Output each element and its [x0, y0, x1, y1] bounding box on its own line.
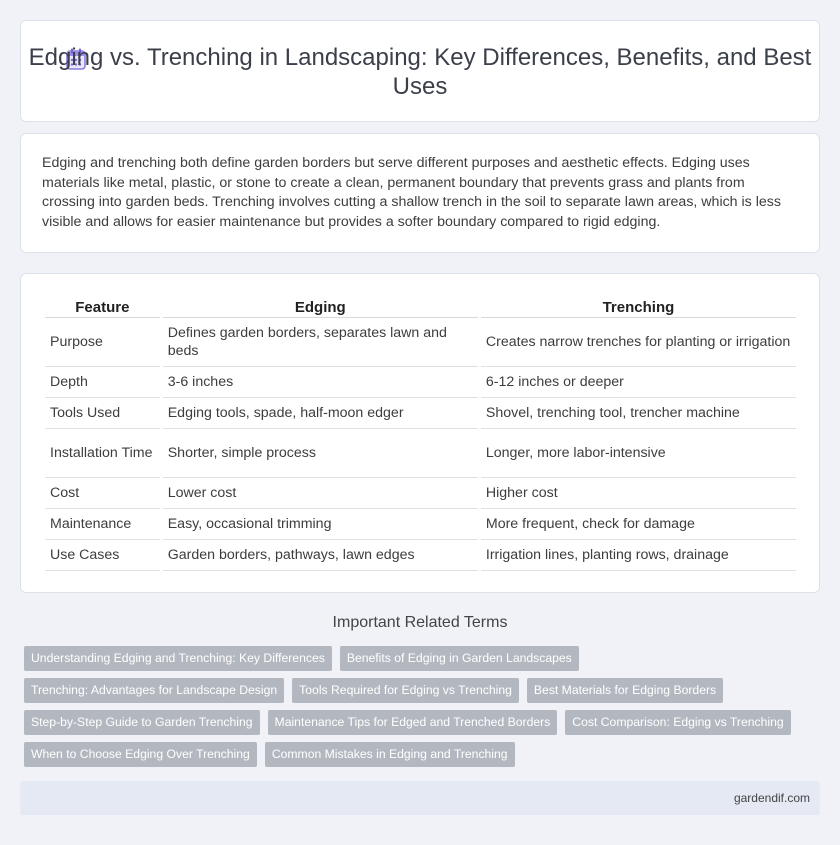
table-cell: Depth — [45, 367, 160, 398]
table-cell: Maintenance — [45, 509, 160, 540]
table-cell: Cost — [45, 478, 160, 509]
table-cell: Defines garden borders, separates lawn and beds — [163, 318, 478, 367]
title-card — [20, 20, 820, 122]
table-cell: Easy, occasional trimming — [163, 509, 478, 540]
related-term-tag[interactable]: Benefits of Edging in Garden Landscapes — [340, 646, 579, 671]
table-cell: Irrigation lines, planting rows, drainage — [481, 540, 796, 571]
table-cell: Tools Used — [45, 398, 160, 429]
related-terms-list — [24, 646, 804, 774]
table-row — [45, 398, 796, 429]
page-title: Edging vs. Trenching in Landscaping: Key Differences, Benefits, and Best Uses — [28, 44, 812, 100]
table-row — [45, 318, 796, 367]
related-term-tag[interactable]: When to Choose Edging Over Trenching — [24, 742, 257, 767]
table-cell: Higher cost — [481, 478, 796, 509]
table-header-row — [45, 296, 796, 318]
related-term-tag[interactable]: Best Materials for Edging Borders — [527, 678, 723, 703]
comparison-table — [42, 296, 799, 571]
table-cell: Edging tools, spade, half-moon edger — [163, 398, 478, 429]
comparison-table-card — [20, 273, 820, 593]
table-row — [45, 478, 796, 509]
table-cell: 3-6 inches — [163, 367, 478, 398]
header-edging: Edging — [163, 296, 478, 318]
related-term-tag[interactable]: Step-by-Step Guide to Garden Trenching — [24, 710, 260, 735]
related-terms-title: Important Related Terms — [332, 614, 508, 631]
table-cell: Shovel, trenching tool, trencher machine — [481, 398, 796, 429]
related-term-tag[interactable]: Maintenance Tips for Edged and Trenched Borders — [268, 710, 558, 735]
header-feature: Feature — [45, 296, 160, 318]
intro-paragraph: Edging and trenching both define garden borders but serve different purposes and aesthetic effects. Edging uses materials like metal, plastic, or stone to create a clean, permanent boundary that prevents grass and plants from crossing into garden beds. Trenching involves cutting a shallow trench in the soil to separate lawn areas, which is less visible and allows for easier maintenance but provides a softer boundary compared to rigid edging. — [42, 155, 781, 230]
table-cell: More frequent, check for damage — [481, 509, 796, 540]
footer-site-name[interactable]: gardendif.com — [733, 791, 810, 805]
related-term-tag[interactable]: Trenching: Advantages for Landscape Design — [24, 678, 284, 703]
table-row — [45, 540, 796, 571]
table-cell: 6-12 inches or deeper — [481, 367, 796, 398]
intro-card — [20, 133, 820, 253]
table-row — [45, 429, 796, 478]
table-cell: Garden borders, pathways, lawn edges — [163, 540, 478, 571]
table-cell: Lower cost — [163, 478, 478, 509]
related-term-tag[interactable]: Common Mistakes in Edging and Trenching — [265, 742, 515, 767]
footer — [20, 781, 820, 815]
table-row — [45, 367, 796, 398]
related-term-tag[interactable]: Understanding Edging and Trenching: Key Differences — [24, 646, 332, 671]
table-cell: Installation Time — [45, 429, 160, 478]
related-term-tag[interactable]: Tools Required for Edging vs Trenching — [292, 678, 519, 703]
table-cell: Use Cases — [45, 540, 160, 571]
table-cell: Purpose — [45, 318, 160, 367]
table-cell: Creates narrow trenches for planting or irrigation — [481, 318, 796, 367]
table-row — [45, 509, 796, 540]
header-trenching: Trenching — [481, 296, 796, 318]
table-cell: Longer, more labor-intensive — [481, 429, 796, 478]
related-term-tag[interactable]: Cost Comparison: Edging vs Trenching — [565, 710, 790, 735]
table-cell: Shorter, simple process — [163, 429, 478, 478]
